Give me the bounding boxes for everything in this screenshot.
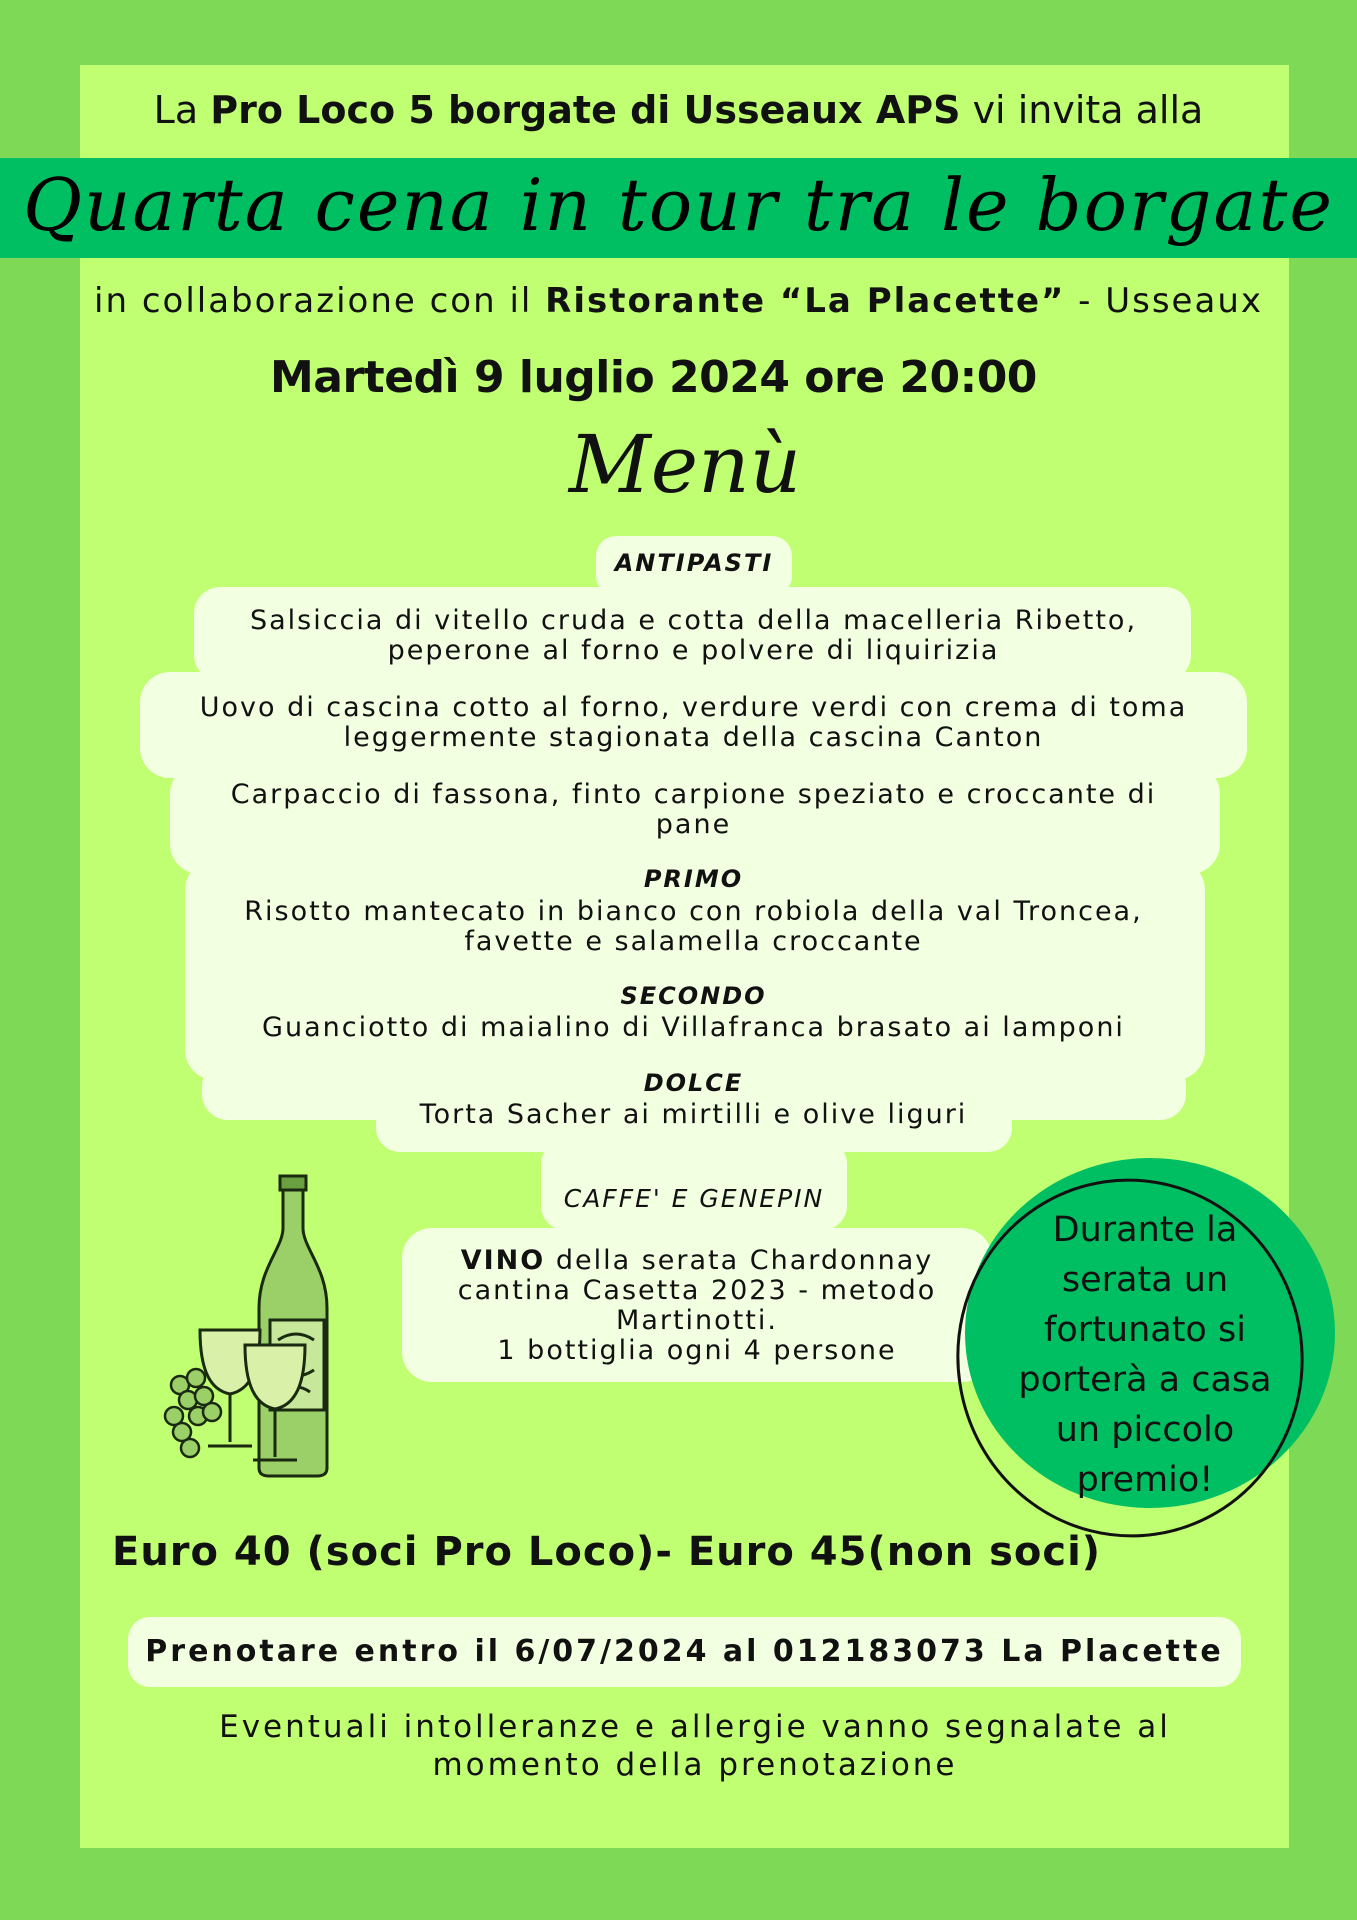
prize-text: [995, 1205, 1295, 1505]
allergy-line-1: Eventuali intolleranze e allergie vanno segnalate al: [219, 1709, 1171, 1745]
primo-line-2: favette e salamella croccante: [464, 926, 923, 957]
antipasto-2-line-2: leggermente stagionata della cascina Canton: [343, 722, 1044, 753]
antipasto-1: [140, 606, 1247, 666]
antipasto-3-line-1: Carpaccio di fassona, finto carpione speziato e croccante di: [230, 779, 1157, 810]
collab-pre: in collaborazione con il: [94, 281, 533, 321]
collab-post: - Usseaux: [1078, 281, 1263, 321]
antipasto-3: [140, 780, 1247, 840]
prize-line-1: Durante la: [1052, 1210, 1238, 1250]
intro-pre: La: [153, 88, 199, 132]
booking-text: Prenotare entro il 6/07/2024 al 012183073 La Placette: [145, 1634, 1224, 1669]
antipasto-2: [140, 693, 1247, 753]
secondo-label: SECONDO: [620, 982, 767, 1010]
prize-line-4: porterà a casa: [1018, 1360, 1272, 1400]
collab-restaurant: Ristorante “La Placette”: [545, 281, 1066, 321]
wine-line-4: 1 bottiglia ogni 4 persone: [497, 1335, 897, 1366]
primo-label: PRIMO: [643, 865, 744, 893]
dolce-label: DOLCE: [643, 1069, 744, 1097]
wine-line-1-rest: della serata Chardonnay: [555, 1245, 934, 1276]
prize-line-2: serata un: [1061, 1260, 1229, 1300]
antipasto-1-line-2: peperone al forno e polvere di liquirizia: [387, 635, 1000, 666]
antipasto-1-line-1: Salsiccia di vitello cruda e cotta della macelleria Ribetto,: [249, 605, 1138, 636]
caffe-genepin: CAFFE' E GENEPIN: [563, 1184, 825, 1213]
event-title: Quarta cena in tour tra le borgate: [23, 163, 1334, 247]
wine-description: [402, 1246, 992, 1366]
intro-post: vi invita alla: [972, 88, 1204, 132]
primo-line-1: Risotto mantecato in bianco con robiola della val Troncea,: [244, 896, 1143, 927]
wine-label: VINO: [460, 1245, 546, 1276]
intro-line: [0, 86, 1357, 134]
antipasti-label: ANTIPASTI: [614, 549, 774, 577]
collaboration-line: [0, 278, 1357, 324]
intro-organization: Pro Loco 5 borgate di Usseaux APS: [210, 88, 961, 132]
prize-line-6: premio!: [1076, 1460, 1214, 1500]
prize-line-5: un piccolo: [1055, 1410, 1235, 1450]
wine-line-2: cantina Casetta 2023 - metodo: [457, 1275, 937, 1306]
wine-line-3: Martinotti.: [616, 1305, 778, 1336]
secondo-dish: Guanciotto di maialino di Villafranca brasato ai lamponi: [262, 1012, 1125, 1043]
antipasto-2-line-1: Uovo di cascina cotto al forno, verdure verdi con crema di toma: [199, 692, 1188, 723]
dolce-dish: Torta Sacher ai mirtilli e olive liguri: [419, 1099, 968, 1130]
menu-title: Menù: [568, 418, 802, 511]
allergy-line-2: momento della prenotazione: [432, 1747, 958, 1783]
allergy-note: [0, 1708, 1357, 1784]
wine-line-1: [402, 1246, 992, 1276]
price-line: Euro 40 (soci Pro Loco)- Euro 45(non soci): [112, 1529, 1102, 1575]
event-date: Martedì 9 luglio 2024 ore 20:00: [270, 352, 1037, 403]
primo-dish: [140, 897, 1247, 957]
wine-bottle-glasses-icon: [160, 1170, 350, 1480]
antipasto-3-line-2: pane: [655, 809, 732, 840]
prize-line-3: fortunato si: [1044, 1310, 1246, 1350]
